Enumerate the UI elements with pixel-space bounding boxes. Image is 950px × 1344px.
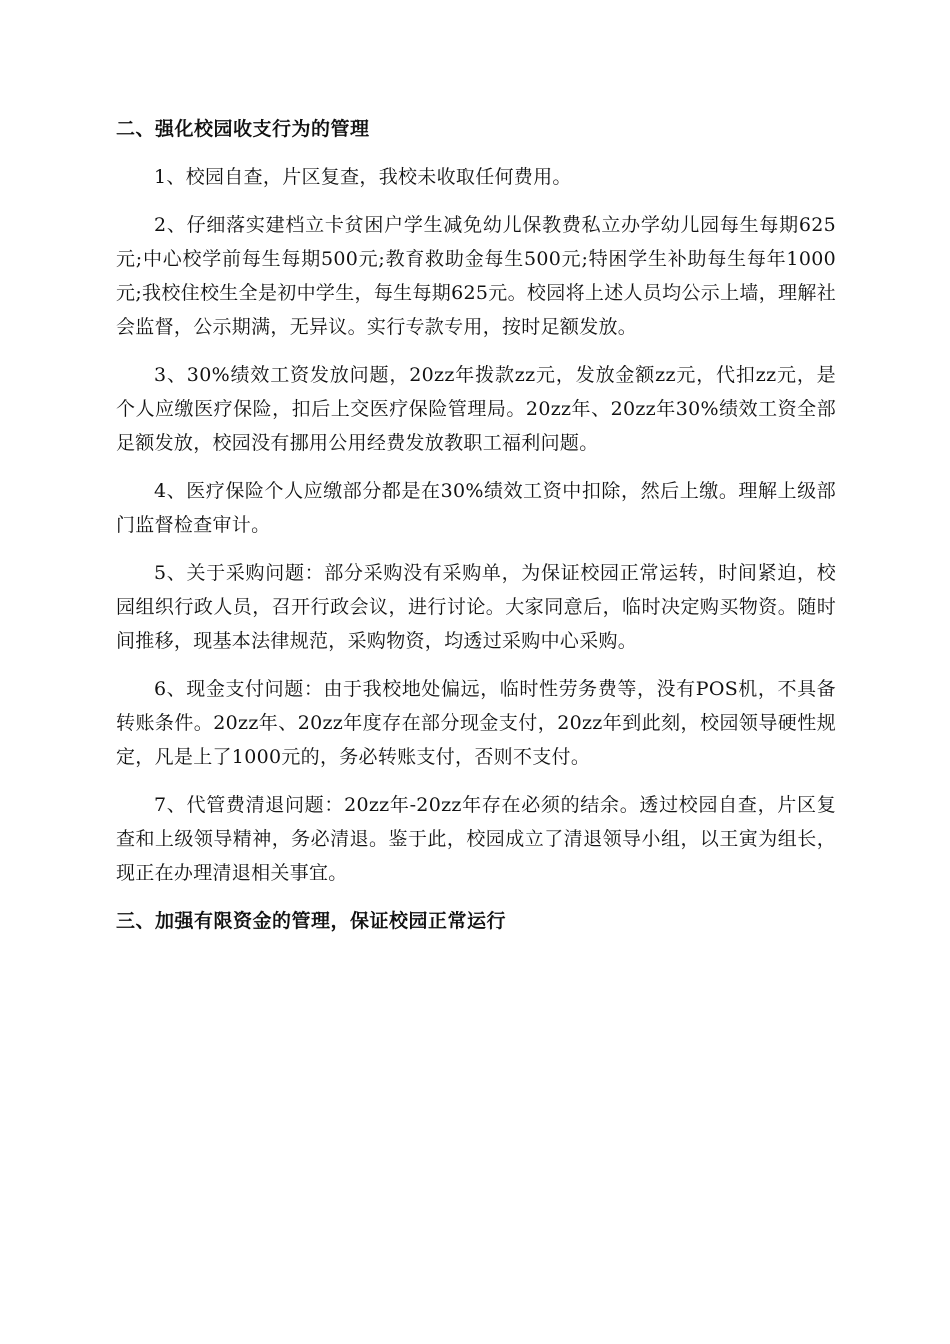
section-heading-2: 二、强化校园收支行为的管理 (116, 118, 370, 140)
paragraph-4: 4、医疗保险个人应缴部分都是在30%绩效工资中扣除，然后上缴。理解上级部门监督检查审计。 (116, 480, 836, 536)
section-heading-3: 三、加强有限资金的管理，保证校园正常运行 (116, 910, 507, 932)
document-page (116, 112, 836, 938)
paragraph-2: 2、仔细落实建档立卡贫困户学生减免幼儿保教费私立办学幼儿园每生每期625元;中心校学前每生每期500元;教育救助金每生500元;特困学生补助每生每年1000元;我校住校生全是初中学生，每生每期625元。校园将上述人员均公示上墙，理解社会监督，公示期满，无异议。实行专款专用，按时足额发放。 (116, 214, 836, 338)
paragraph-6: 6、现金支付问题：由于我校地处偏远，临时性劳务费等，没有POS机，不具备转账条件。20zz年、20zz年度存在部分现金支付，20zz年到此刻，校园领导硬性规定，凡是上了1000元的，务必转账支付，否则不支付。 (116, 678, 836, 768)
paragraph-1: 1、校园自查，片区复查，我校未收取任何费用。 (154, 166, 572, 188)
paragraph-5: 5、关于采购问题：部分采购没有采购单，为保证校园正常运转，时间紧迫，校园组织行政人员，召开行政会议，进行讨论。大家同意后，临时决定购买物资。随时间推移，现基本法律规范，采购物资，均透过采购中心采购。 (116, 562, 836, 652)
paragraph-7: 7、代管费清退问题：20zz年-20zz年存在必须的结余。透过校园自查，片区复查和上级领导精神，务必清退。鉴于此，校园成立了清退领导小组，以王寅为组长，现正在办理清退相关事宜。 (116, 794, 836, 884)
paragraph-3: 3、30%绩效工资发放问题，20zz年拨款zz元，发放金额zz元，代扣zz元，是个人应缴医疗保险，扣后上交医疗保险管理局。20zz年、20zz年30%绩效工资全部足额发放，校园没有挪用公用经费发放教职工福利问题。 (116, 364, 836, 454)
